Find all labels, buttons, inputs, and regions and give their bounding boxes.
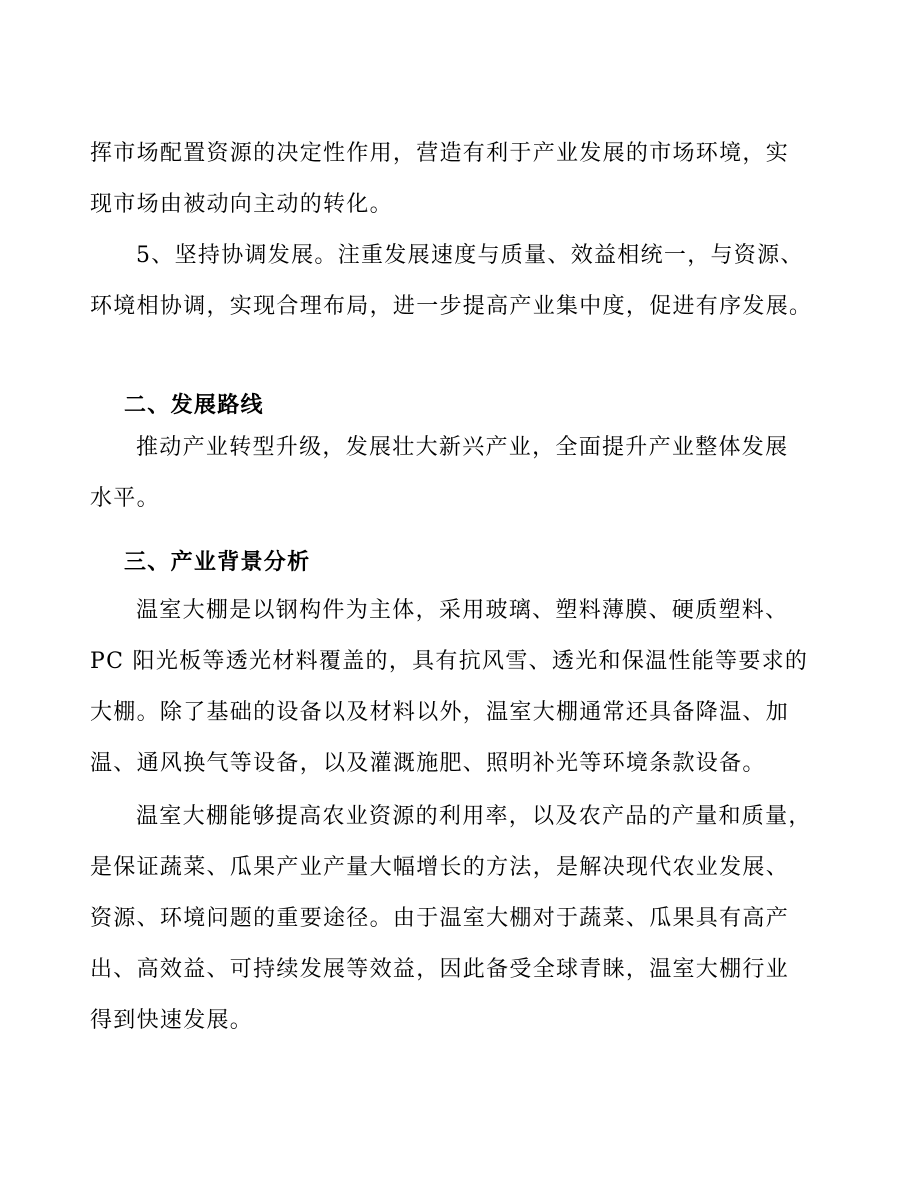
paragraph-line: 温、通风换气等设备，以及灌溉施肥、照明补光等环境条款设备。 bbox=[90, 751, 766, 776]
paragraph-line: 5、坚持协调发展。注重发展速度与质量、效益相统一，与资源、 bbox=[136, 243, 804, 268]
paragraph-line: 推动产业转型升级，发展壮大新兴产业，全面提升产业整体发展 bbox=[136, 435, 789, 460]
paragraph-line: 环境相协调，实现合理布局，进一步提高产业集中度，促进有序发展。 bbox=[90, 294, 813, 319]
paragraph-line: 是保证蔬菜、瓜果产业产量大幅增长的方法，是解决现代农业发展、 bbox=[90, 855, 790, 880]
paragraph-line: 温室大棚是以钢构件为主体，采用玻璃、塑料薄膜、硬质塑料、 bbox=[136, 598, 789, 623]
paragraph-line: 出、高效益、可持续发展等效益，因此备受全球青睐，温室大棚行业 bbox=[90, 957, 790, 982]
paragraph-line: 水平。 bbox=[90, 486, 160, 511]
paragraph-line: PC 阳光板等透光材料覆盖的，具有抗风雪、透光和保温性能等要求的 bbox=[90, 649, 809, 674]
section-heading: 二、发展路线 bbox=[124, 392, 264, 418]
paragraph-line: 现市场由被动向主动的转化。 bbox=[90, 192, 393, 217]
section-heading: 三、产业背景分析 bbox=[124, 549, 311, 575]
paragraph-line: 挥市场配置资源的决定性作用，营造有利于产业发展的市场环境，实 bbox=[90, 141, 790, 166]
paragraph-line: 大棚。除了基础的设备以及材料以外，温室大棚通常还具备降温、加 bbox=[90, 700, 790, 725]
paragraph-line: 资源、环境问题的重要途径。由于温室大棚对于蔬菜、瓜果具有高产 bbox=[90, 906, 790, 931]
paragraph-line: 温室大棚能够提高农业资源的利用率，以及农产品的产量和质量， bbox=[136, 804, 812, 829]
paragraph-line: 得到快速发展。 bbox=[90, 1008, 254, 1033]
